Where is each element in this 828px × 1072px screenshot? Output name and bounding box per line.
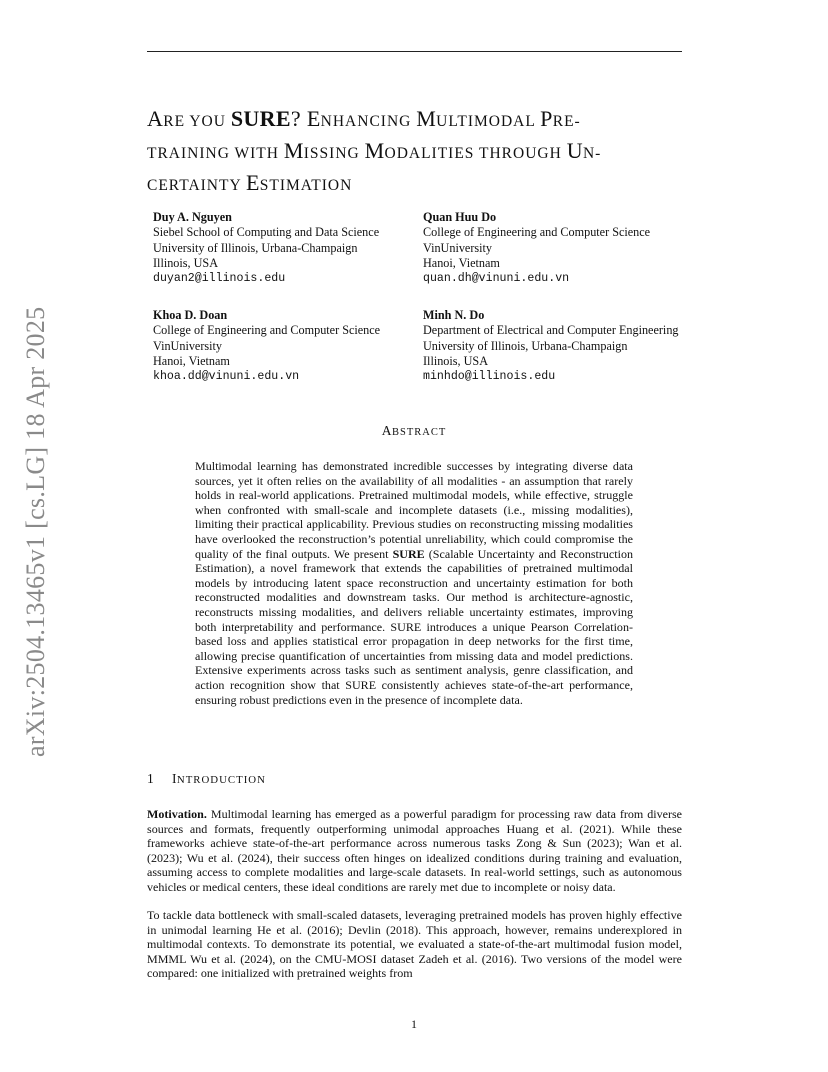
author-affiliation: VinUniversity xyxy=(153,338,223,353)
author-affiliation: Siebel School of Computing and Data Science xyxy=(153,225,380,240)
author-affiliation: Department of Electrical and Computer Engineering xyxy=(423,323,679,338)
author-affiliation: VinUniversity xyxy=(423,240,493,255)
author-affiliation: University of Illinois, Urbana-Champaign xyxy=(153,240,358,255)
author-email[interactable]: quan.dh@vinuni.edu.vn xyxy=(423,272,570,286)
section-heading-introduction: 1 INTRODUCTION xyxy=(147,771,266,786)
author-1 xyxy=(153,210,379,286)
author-email[interactable]: duyan2@illinois.edu xyxy=(153,272,286,286)
author-name: Duy A. Nguyen xyxy=(153,210,232,224)
paragraph-motivation: Motivation. Multimodal learning has emerged as a powerful paradigm for processing raw data from diverse sources and formats, frequently outperforming unimodal approaches Huang et al. (2021). While these frameworks achieve state-of-the-art performance across numerous tasks Zong & Sun (2023); Wan et al. (2023); Wu et al. (2024), their success often hinges on idealized conditions during training and evaluation, assuming access to complete modalities and large-scale datasets. In real-world settings, such as autonomous vehicles or medical centers, these ideal conditions are rarely met due to incomplete or noisy data. xyxy=(147,807,682,894)
author-location: Hanoi, Vietnam xyxy=(153,353,230,368)
top-rule xyxy=(147,51,682,52)
paragraph-lead: Motivation. xyxy=(147,807,207,821)
arxiv-stamp: arXiv:2504.13465v1 [cs.LG] 18 Apr 2025 xyxy=(21,306,50,757)
sure-keyword: SURE xyxy=(392,546,425,561)
abstract-body: Multimodal learning has demonstrated incredible successes by integrating diverse data sources, yet it often relies on the availability of all modalities - an assumption that rarely holds in real-world applications. Pretrained multimodal models, while effective, struggle when confronted with small-scale and incomplete datasets (i.e., missing modalities), limiting their practical applicability. Previous studies on reconstructing missing modalities have overlooked the reconstruction’s potential unreliability, which could compromise the quality of the final outputs. We present SURE (Scalable Uncertainty and Reconstruction Estimation), a novel framework that extends the capabilities of pretrained multimodal models by introducing latent space reconstruction and uncertainty estimation for both reconstructed modalities and downstream tasks. Our method is architecture-agnostic, reconstructs missing modalities, and delivers reliable uncertainty estimates, improving both interpretability and performance. SURE introduces a unique Pearson Correlation-based loss and applies statistical error propagation in deep networks for the first time, allowing precise quantification of uncertainties from missing data and model predictions. Extensive experiments across tasks such as sentiment analysis, genre classification, and action recognition show that SURE consistently achieves state-of-the-art performance, ensuring robust predictions even in the presence of incomplete data. xyxy=(195,459,634,707)
author-location: Illinois, USA xyxy=(423,353,489,368)
abstract-heading: ABSTRACT xyxy=(381,423,447,438)
author-email[interactable]: minhdo@illinois.edu xyxy=(423,370,556,384)
author-name: Khoa D. Doan xyxy=(153,308,228,322)
author-affiliation: College of Engineering and Computer Science xyxy=(423,225,651,240)
author-name: Quan Huu Do xyxy=(423,210,497,224)
author-name: Minh N. Do xyxy=(423,308,485,322)
author-affiliation: University of Illinois, Urbana-Champaign xyxy=(423,338,628,353)
title-line-3: CERTAINTY ESTIMATION xyxy=(147,170,353,195)
author-4 xyxy=(423,308,679,384)
paper-title xyxy=(147,104,692,200)
page-number: 1 xyxy=(411,1017,417,1031)
title-line-1: ARE YOU SURE? ENHANCING MULTIMODAL PRE- xyxy=(147,106,581,131)
author-email[interactable]: khoa.dd@vinuni.edu.vn xyxy=(153,370,300,384)
author-affiliation: College of Engineering and Computer Science xyxy=(153,323,381,338)
author-2 xyxy=(423,210,650,286)
section-number: 1 xyxy=(147,771,155,786)
author-location: Illinois, USA xyxy=(153,255,219,270)
author-3 xyxy=(153,308,380,384)
paragraph-data-bottleneck: To tackle data bottleneck with small-scaled datasets, leveraging pretrained models has proven highly effective in unimodal learning He et al. (2016); Devlin (2018). This approach, however, remains underexplored in multimodal contexts. To demonstrate its potential, we evaluated a state-of-the-art multimodal fusion model, MMML Wu et al. (2024), on the CMU-MOSI dataset Zadeh et al. (2016). Two versions of the model were compared: one initialized with pretrained weights from xyxy=(147,908,682,981)
author-location: Hanoi, Vietnam xyxy=(423,255,500,270)
title-line-2: TRAINING WITH MISSING MODALITIES THROUGH UN- xyxy=(147,138,602,163)
